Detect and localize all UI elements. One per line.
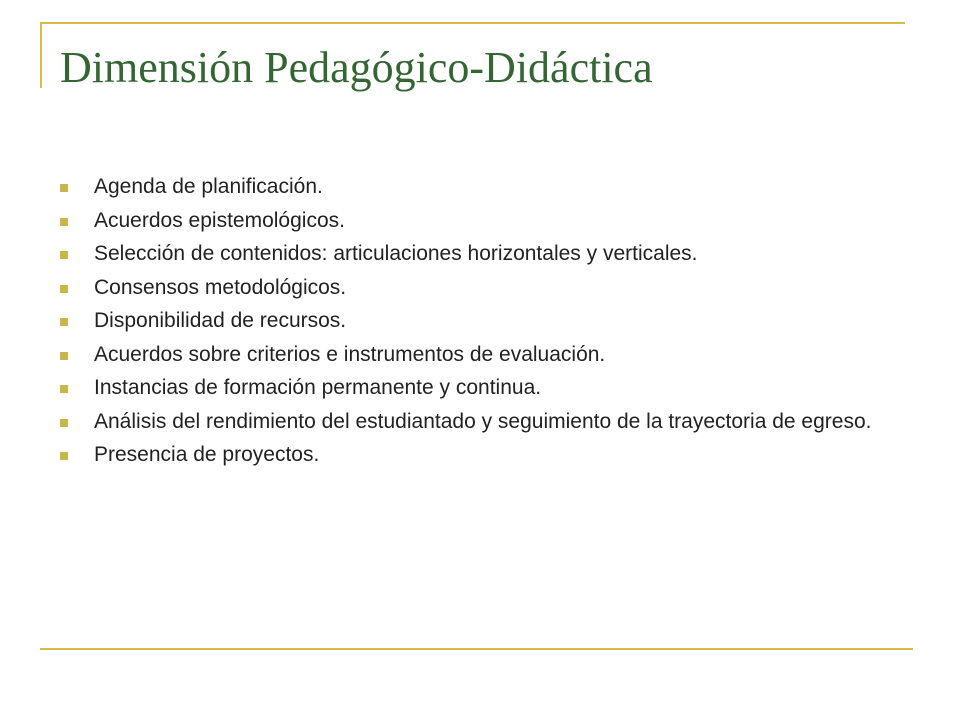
square-bullet-icon (60, 218, 68, 226)
bottom-decorative-rule (40, 648, 913, 650)
square-bullet-icon (60, 251, 68, 259)
bullet-item-resource-availability (58, 308, 898, 333)
bullet-text: Presencia de proyectos. (94, 443, 320, 466)
bullet-text: Selección de contenidos: articulaciones horizontales y verticales. (94, 242, 698, 265)
square-bullet-icon (60, 452, 68, 460)
square-bullet-icon (60, 419, 68, 427)
bullet-text: Instancias de formación permanente y continua. (94, 376, 542, 399)
bullet-text: Agenda de planificación. (94, 175, 323, 198)
bullet-item-agenda (58, 174, 898, 199)
bullet-item-content-selection (58, 241, 898, 266)
bullet-text: Disponibilidad de recursos. (94, 309, 347, 332)
bullet-text: Análisis del rendimiento del estudiantado y seguimiento de la trayectoria de egreso. (94, 409, 872, 433)
left-decorative-rule (40, 22, 42, 88)
bullet-text: Acuerdos epistemológicos. (94, 208, 345, 232)
bullet-item-evaluation-criteria (58, 342, 898, 367)
square-bullet-icon (60, 184, 68, 192)
square-bullet-icon (60, 385, 68, 393)
bullet-item-projects (58, 442, 898, 467)
bullet-list (58, 174, 898, 476)
square-bullet-icon (60, 318, 68, 326)
bullet-text: Consensos metodológicos. (94, 275, 347, 299)
top-decorative-rule (40, 22, 905, 24)
bullet-item-epistemological-agreements (58, 208, 898, 233)
bullet-item-continuous-training (58, 375, 898, 400)
square-bullet-icon (60, 352, 68, 360)
bullet-item-student-performance (58, 409, 898, 434)
bullet-text: Acuerdos sobre criterios e instrumentos de evaluación. (94, 342, 606, 366)
square-bullet-icon (60, 285, 68, 293)
slide-title: Dimensión Pedagógico-Didáctica (60, 43, 653, 92)
bullet-item-methodological-consensus (58, 275, 898, 300)
